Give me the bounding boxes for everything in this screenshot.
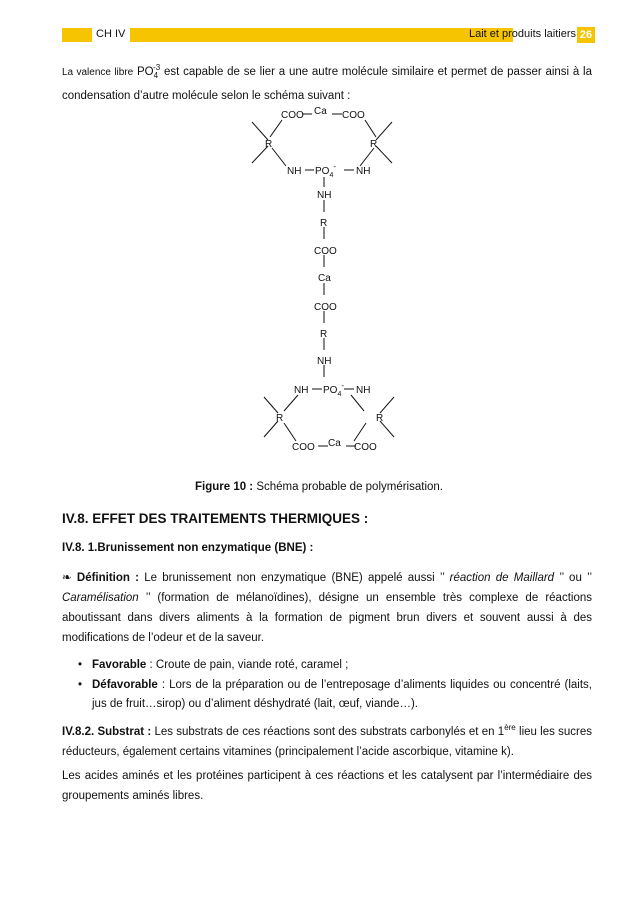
coo-label: COO	[314, 246, 337, 257]
page-number: 26	[577, 27, 595, 43]
r-label: R	[376, 413, 384, 424]
nh-label: NH	[356, 166, 371, 177]
nh-label: NH	[294, 385, 309, 396]
coo-label: COO	[342, 110, 365, 121]
nh-label: NH	[317, 356, 332, 367]
ca-label: Ca	[314, 106, 327, 117]
r-label: R	[276, 413, 284, 424]
coo-label: COO	[354, 442, 377, 453]
section-title: IV.8. EFFET DES TRAITEMENTS THERMIQUES :	[62, 511, 369, 526]
po4-label: $PO_4^-$	[323, 381, 345, 398]
nh-label: NH	[356, 385, 371, 396]
closing-paragraph: Les acides aminés et les protéines participent à ces réactions et les catalysent par l’intermédiaire des groupements aminés libres.	[62, 770, 592, 802]
nh-label: NH	[317, 190, 332, 201]
po4-label: $PO_4^-$	[315, 162, 337, 179]
substrat-paragraph: IV.8.2. Substrat : Les substrats de ces réactions sont des substrats carbonylés et en 1ère lieu les sucres réducteurs, également certains vitamines (principalement l’acide ascorbique, vitamine k).	[62, 723, 593, 758]
r-label: R	[320, 218, 328, 229]
definition-paragraph: ❧ Définition : Le brunissement non enzymatique (BNE) appelé aussi ’’ réaction de Maillard ’’ ou ’’ Caramélisation ’’ (formation de mélanoïdines), désigne un ensemble très complexe de réactions aboutissant dans divers aliments à la formation de pigment brun divers et souvent aussi à des modifications de l’odeur et de la saveur.	[62, 572, 592, 644]
bullet-icon: •	[78, 659, 83, 671]
ca-label: Ca	[328, 438, 341, 449]
header-title: Lait et produits laitiers	[469, 28, 576, 40]
r-label: R	[320, 329, 328, 340]
r-label: R	[265, 139, 273, 150]
chapter-label: CH IV	[96, 28, 126, 40]
pointer-icon: ❧	[62, 572, 77, 584]
coo-label: COO	[314, 302, 337, 313]
coo-label: COO	[281, 110, 304, 121]
figure-caption: Figure 10 : Schéma probable de polymérisation.	[194, 481, 443, 493]
bullet-icon: •	[78, 679, 83, 691]
r-label: R	[370, 139, 378, 150]
subsection-title: IV.8. 1.Brunissement non enzymatique (BNE) :	[62, 542, 314, 554]
nh-label: NH	[287, 166, 302, 177]
coo-label: COO	[292, 442, 315, 453]
ca-label: Ca	[318, 273, 331, 284]
intro-paragraph: La valence libre $PO_4^{-3}$ est capable de se lier a une autre molécule similaire et permet de passer ainsi à la condensation d’autre molécule selon le schéma suivant :	[62, 63, 593, 103]
